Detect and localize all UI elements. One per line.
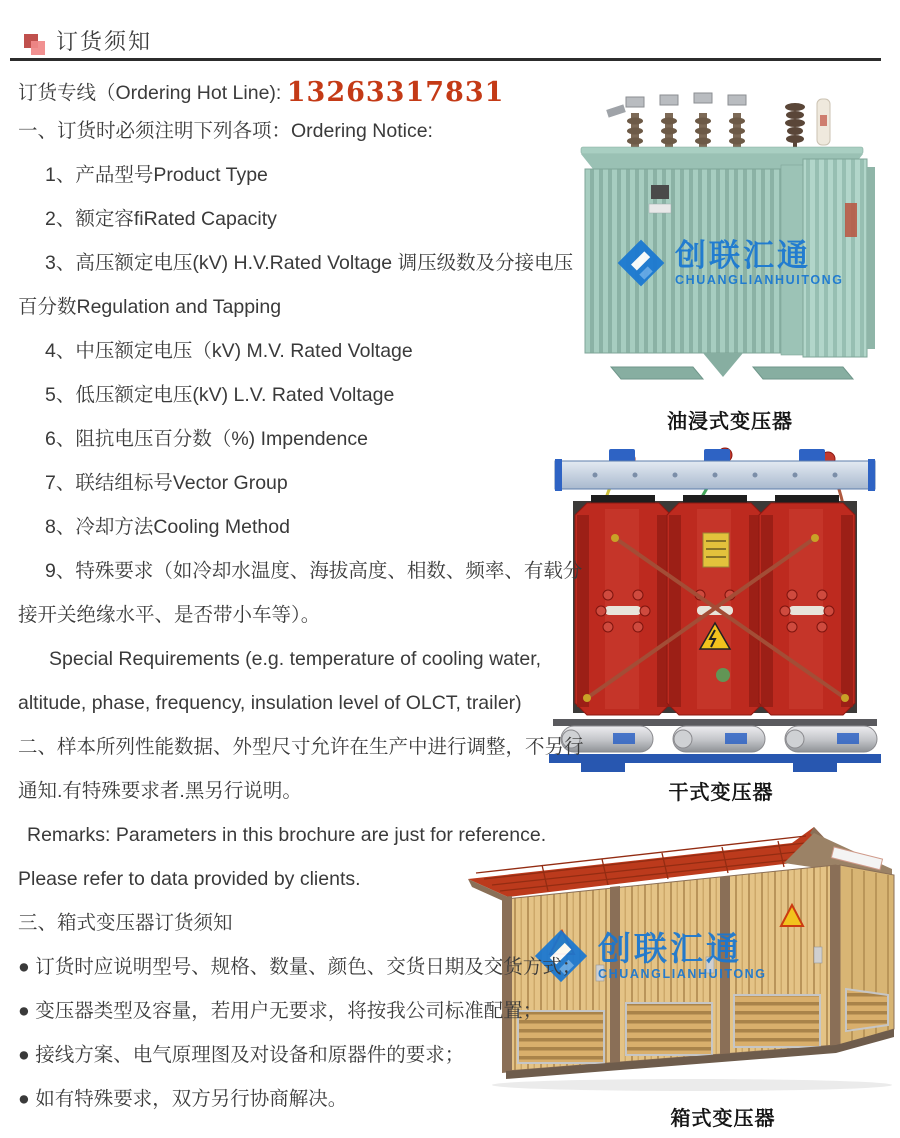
- notice-line: 通知.有特殊要求者.黑另行说明。: [18, 780, 302, 802]
- notice-line: 7、联结组标号Vector Group: [45, 472, 288, 494]
- watermark-cn-text: 创联汇通: [675, 237, 811, 273]
- figure-caption: 箱式变压器: [670, 1106, 776, 1130]
- notice-line: Special Requirements (e.g. temperature of cooling water,: [49, 648, 542, 670]
- notice-line: ● 接线方案、电气原理图及对设备和原器件的要求；: [18, 1044, 465, 1066]
- notice-line: 1、产品型号Product Type: [45, 164, 268, 186]
- ordering-hotline: [18, 77, 504, 108]
- header-squares-icon-front: [31, 41, 45, 55]
- notice-line: ● 如有特殊要求，双方另行协商解决。: [18, 1088, 348, 1110]
- watermark-en-text: CHUANGLIANHUITONG: [675, 272, 844, 287]
- cooling-fans: [561, 726, 877, 752]
- cast-resin-coils: [575, 495, 855, 715]
- notice-line: 二、样本所列性能数据、外型尺寸允许在生产中进行调整，不另行: [18, 736, 584, 758]
- chuanglianhuitong-logo-icon: [616, 236, 666, 290]
- figure-caption: 干式变压器: [668, 780, 774, 804]
- notice-line: 一、订货时必须注明下列各项：Ordering Notice:: [18, 120, 433, 142]
- notice-line: 4、中压额定电压（kV) M.V. Rated Voltage: [45, 340, 413, 362]
- hotline-label: 订货专线（Ordering Hot Line):: [18, 82, 287, 104]
- notice-line: ● 订货时应说明型号、规格、数量、颜色、交货日期及交货方式；: [18, 956, 582, 978]
- watermark-cn-text: 创联汇通: [598, 929, 742, 967]
- page-title: 订货须知: [56, 29, 153, 54]
- hotline-number[interactable]: 13263317831: [286, 77, 505, 108]
- notice-line: 2、额定容fiRated Capacity: [45, 208, 277, 230]
- notice-line: Please refer to data provided by clients.: [18, 868, 361, 890]
- notice-line: 3、高压额定电压(kV) H.V.Rated Voltage 调压级数及分接电压: [45, 252, 574, 274]
- watermark-en-text: CHUANGLIANHUITONG: [598, 966, 767, 981]
- notice-line: Remarks: Parameters in this brochure are just for reference.: [27, 824, 547, 846]
- notice-line: 6、阻抗电压百分数（%) Impendence: [45, 428, 368, 450]
- header-rule: [10, 58, 881, 61]
- brand-watermark: [616, 236, 844, 290]
- dry-type-transformer-photo: [545, 443, 885, 773]
- notice-line: 三、箱式变压器订货须知: [18, 912, 233, 934]
- notice-line: 8、冷却方法Cooling Method: [45, 516, 290, 538]
- notice-line: 5、低压额定电压(kV) L.V. Rated Voltage: [45, 384, 395, 406]
- notice-line: 9、特殊要求（如冷却水温度、海拔高度、相数、频率、有载分: [45, 560, 583, 582]
- notice-line: ● 变压器类型及容量，若用户无要求，将按我公司标准配置；: [18, 1000, 543, 1022]
- bushings: [606, 93, 830, 151]
- notice-line: 百分数Regulation and Tapping: [18, 296, 282, 318]
- notice-line: altitude, phase, frequency, insulation level of OLCT, trailer): [18, 692, 522, 714]
- notice-line: 接开关绝缘水平、是否带小车等）。: [18, 604, 321, 626]
- notice-text-block: [18, 118, 584, 1130]
- figure-caption: 油浸式变压器: [667, 409, 793, 433]
